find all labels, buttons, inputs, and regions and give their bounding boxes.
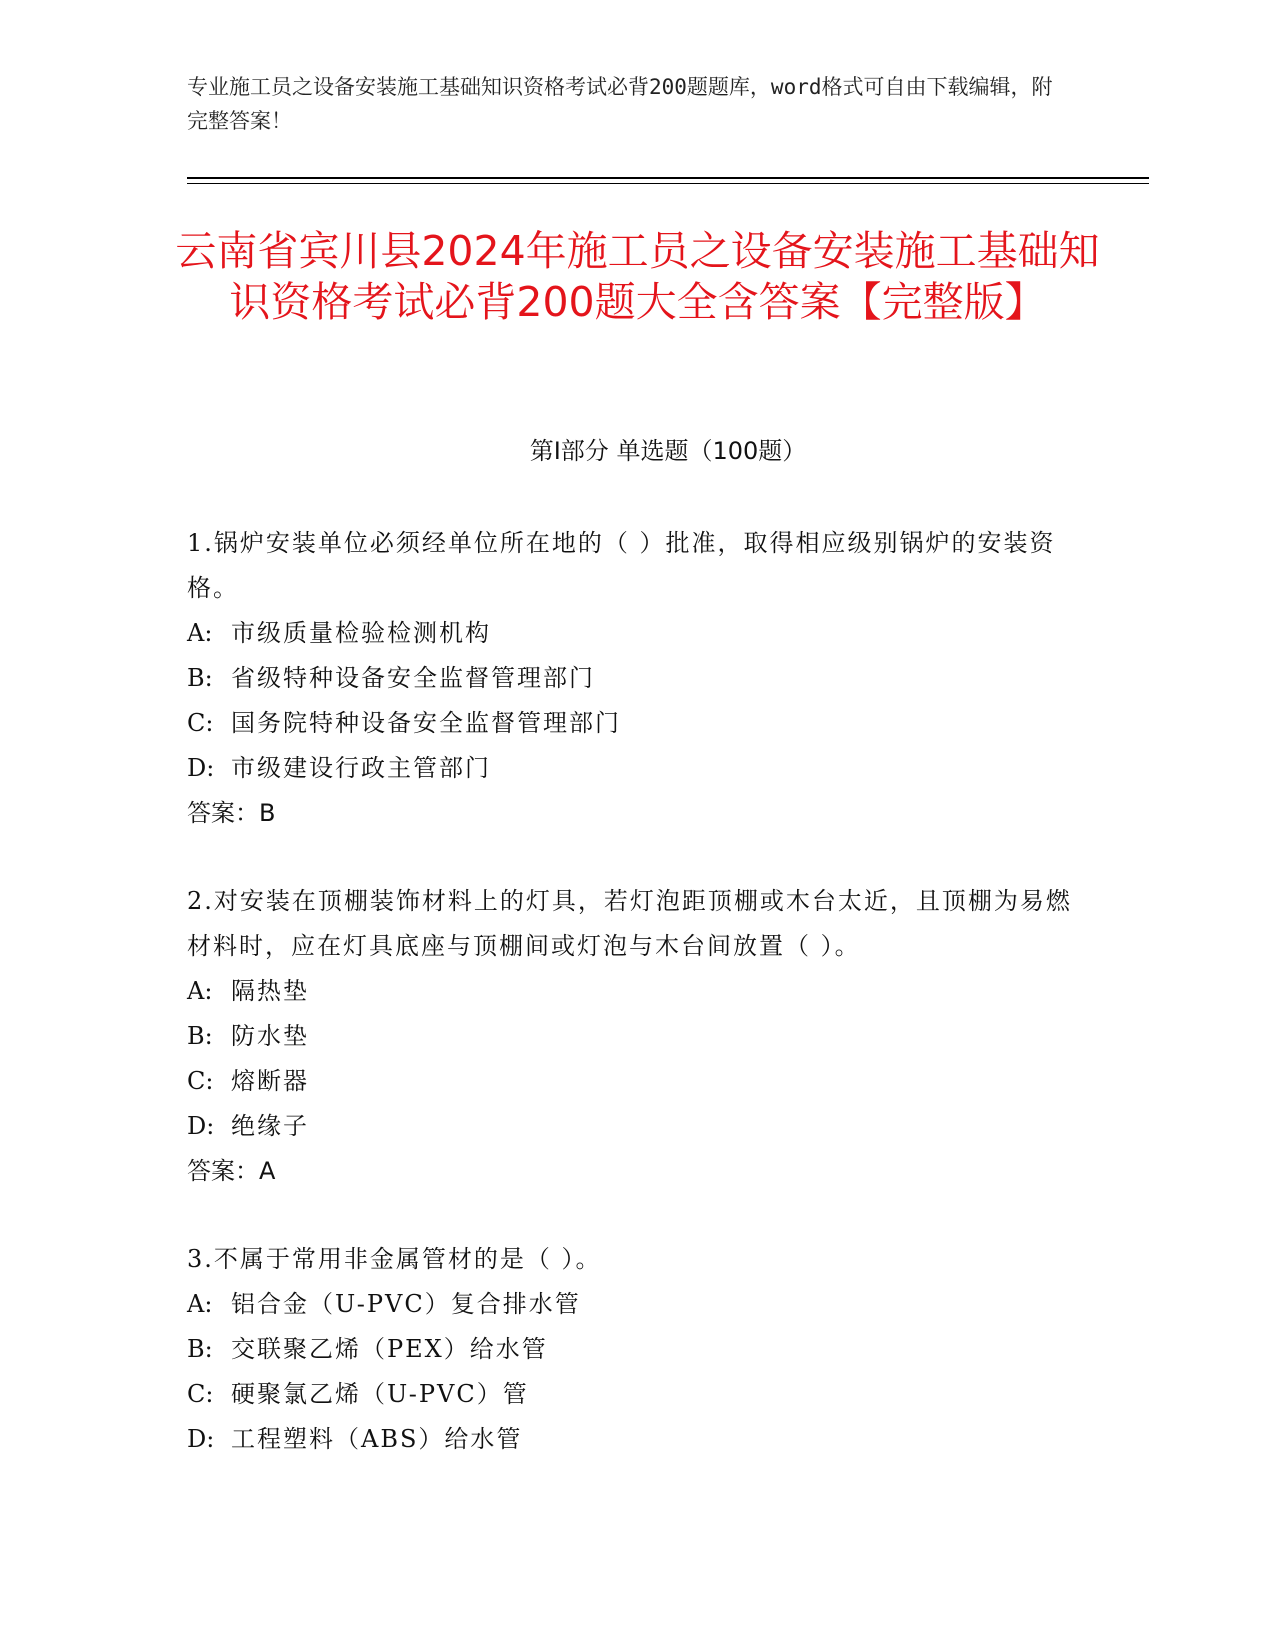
header-note: 专业施工员之设备安装施工基础知识资格考试必背200题题库，word格式可自由下载编辑，附完整答案！ <box>187 75 1053 133</box>
option-d <box>187 1417 1087 1462</box>
option-key: B: <box>187 1022 213 1050</box>
answer-line: 答案：A <box>187 1157 276 1185</box>
document-title: 云南省宾川县2024年施工员之设备安装施工基础知识资格考试必背200题大全含答案【完整版】 <box>175 227 1100 326</box>
option-key: D: <box>187 1112 215 1140</box>
option-text: 隔热垫 <box>231 977 309 1005</box>
question-2 <box>187 879 1087 1194</box>
option-a <box>187 1282 1087 1327</box>
option-key: A: <box>187 1290 213 1318</box>
answer-line: 答案：B <box>187 799 276 827</box>
option-key: D: <box>187 754 215 782</box>
question-stem: 1.锅炉安装单位必须经单位所在地的（ ）批准，取得相应级别锅炉的安装资格。 <box>187 529 1056 602</box>
option-key: A: <box>187 977 213 1005</box>
option-text: 省级特种设备安全监督管理部门 <box>231 664 595 692</box>
header-divider-thick <box>187 177 1149 179</box>
option-d <box>187 746 1087 791</box>
option-text: 国务院特种设备安全监督管理部门 <box>231 709 621 737</box>
option-text: 市级质量检验检测机构 <box>231 619 491 647</box>
option-text: 市级建设行政主管部门 <box>231 754 491 782</box>
section-title: 第Ⅰ部分 单选题（100题） <box>529 437 807 465</box>
option-text: 硬聚氯乙烯（U-PVC）管 <box>231 1380 529 1408</box>
option-key: C: <box>187 1067 214 1095</box>
option-key: C: <box>187 1380 214 1408</box>
question-3 <box>187 1237 1087 1462</box>
option-a <box>187 611 1087 656</box>
option-key: B: <box>187 1335 213 1363</box>
option-text: 绝缘子 <box>231 1112 309 1140</box>
option-key: C: <box>187 709 214 737</box>
option-d <box>187 1104 1087 1149</box>
question-stem: 3.不属于常用非金属管材的是（ ）。 <box>187 1245 602 1273</box>
header-divider-thin <box>187 183 1149 184</box>
option-key: D: <box>187 1425 215 1453</box>
question-stem: 2.对安装在顶棚装饰材料上的灯具，若灯泡距顶棚或木台太近，且顶棚为易燃材料时，应在灯具底座与顶棚间或灯泡与木台间放置（ ）。 <box>187 887 1072 960</box>
option-key: A: <box>187 619 213 647</box>
option-c <box>187 1059 1087 1104</box>
option-text: 工程塑料（ABS）给水管 <box>231 1425 523 1453</box>
option-key: B: <box>187 664 213 692</box>
option-text: 交联聚乙烯（PEX）给水管 <box>231 1335 548 1363</box>
option-c <box>187 1372 1087 1417</box>
option-text: 铝合金（U-PVC）复合排水管 <box>231 1290 581 1318</box>
option-a <box>187 969 1087 1014</box>
option-b <box>187 656 1087 701</box>
option-text: 防水垫 <box>231 1022 309 1050</box>
option-b <box>187 1327 1087 1372</box>
question-list <box>187 521 1087 1505</box>
option-c <box>187 701 1087 746</box>
question-1 <box>187 521 1087 836</box>
option-text: 熔断器 <box>231 1067 309 1095</box>
option-b <box>187 1014 1087 1059</box>
